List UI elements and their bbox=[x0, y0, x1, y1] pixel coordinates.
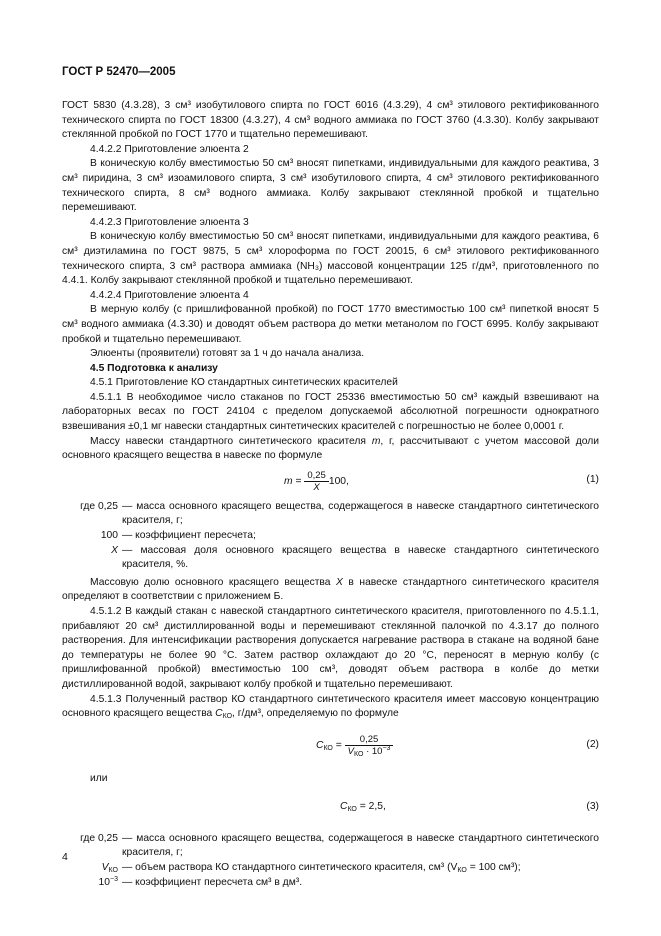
definition-item: 100 — коэффициент пересчета; bbox=[100, 530, 256, 542]
section-heading: 4.5 Подготовка к анализу bbox=[90, 362, 218, 374]
formula-3: $C_{КО} = 2,5$, (3) bbox=[340, 800, 599, 813]
definition-item: где 0,25 — масса основного красящего вещества, содержащегося в навеске стандартного синтетического красителя, г; bbox=[80, 500, 599, 527]
formula-1: m = $\frac{0,25}{X}$ 100, (1) bbox=[284, 469, 599, 493]
section-heading: 4.4.2.4 Приготовление элюента 4 bbox=[90, 289, 249, 301]
paragraph: 4.5.1.2 В каждый стакан с навеской стандартного синтетического красителя, приготовленного по 4.5.1.1, прибавляют 20 см³ дистиллированной воды и перемешивают стеклянной палочкой по 4.3.17 до полного растворения. Для интенсификации растворения допускается нагревание раствора в стакане на водяной бане до температуры не более 90 °С. Затем раствор охлаждают до 20 °С, переносят в мерную колбу (с пришлифованной пробкой) вместимостью 100 см³, доводят объем раствора в колбе до метки дистиллированной водой, закрывают колбу пробкой и тщательно перемешивают. bbox=[62, 606, 599, 690]
formula-number: (1) bbox=[586, 473, 599, 485]
formula-number: (3) bbox=[586, 800, 599, 812]
section-heading: 4.4.2.2 Приготовление элюента 2 bbox=[90, 143, 249, 155]
definitions-list bbox=[62, 500, 599, 573]
document-body bbox=[62, 99, 599, 890]
paragraph: В мерную колбу (с пришлифованной пробкой) по ГОСТ 1770 вместимостью 100 см³ пипеткой вносят 5 см³ водного аммиака (4.3.30) и доводят объем раствора до метки метанолом по ГОСТ 6995. Колбу закрывают пробкой и тщательно перемешивают. bbox=[62, 304, 599, 345]
definitions-list bbox=[62, 832, 599, 890]
fraction: $\frac{0,25}{V_{КО} \cdot 10^{-3}}$ bbox=[345, 734, 394, 757]
definition-item: $V_{КО}$ — объем раствора КО стандартного синтетического красителя, см³ ($V_{КО} = 100$ см³); bbox=[101, 861, 521, 874]
paragraph: Элюенты (проявители) готовят за 1 ч до начала анализа. bbox=[90, 348, 365, 360]
section-heading: 4.4.2.3 Приготовление элюента 3 bbox=[90, 216, 249, 228]
paragraph: В коническую колбу вместимостью 50 см³ вносят пипетками, индивидуальными для каждого реактива, 3 см³ пиридина, 3 см³ изоамилового спирта, 3 см³ изобутилового спирта, 4 см³ этилового ректификованного технического спирта, 8 см³ водного аммиака. Колбу закрывают стеклянной пробкой и тщательно перемешивают. bbox=[62, 158, 599, 214]
conjunction: или bbox=[90, 772, 108, 784]
definition-item: X — массовая доля основного красящего вещества в навеске стандартного синтетического красителя, %. bbox=[111, 544, 599, 571]
paragraph: Массу навески стандартного синтетического красителя m, г, рассчитывают с учетом массовой доли основного красящего вещества в навеске по формуле bbox=[62, 435, 600, 462]
paragraph: В коническую колбу вместимостью 50 см³ вносят пипетками, индивидуальными для каждого реактива, 6 см³ диэтиламина по ГОСТ 9875, 5 см³ хлороформа по ГОСТ 20015, 6 см³ этилового ректификованного технического спирта, 3 см³ раствора аммиака (NH₃) массовой концентрации 125 г/дм³, приготовленного по 4.4.1. Колбу закрывают стеклянной пробкой и тщательно перемешивают. bbox=[62, 231, 599, 287]
formula-number: (2) bbox=[586, 738, 599, 750]
paragraph: 4.5.1.1 В необходимое число стаканов по ГОСТ 25336 вместимостью 50 см³ каждый взвешивают на лабораторных весах по ГОСТ 24104 с пределом допускаемой абсолютной погрешности однократного взвешивания ±0,1 мг навески стандартных синтетических красителей с погрешностью не более 0,0001 г. bbox=[62, 391, 599, 433]
paragraph: ГОСТ 5830 (4.3.28), 3 см³ изобутилового спирта по ГОСТ 6016 (4.3.29), 4 см³ этилового ректификованного технического спирта по ГОСТ 18300 (4.3.27), 4 см³ водного аммиака по ГОСТ 3760 (4.3.30). Колбу закрывают стеклянной пробкой по ГОСТ 1770 и тщательно перемешивают. bbox=[62, 100, 599, 141]
paragraph: Массовую долю основного красящего вещества X в навеске стандартного синтетического красителя определяют в соответствии с приложением Б. bbox=[62, 576, 600, 603]
formula-2: $C_{КО}$ = $\frac{0,25}{V_{КО} \cdot 10^{-3}}$ (2) bbox=[316, 733, 599, 758]
fraction: $\frac{0,25}{X}$ bbox=[304, 470, 329, 493]
section-heading: 4.5.1 Приготовление КО стандартных синтетических красителей bbox=[90, 377, 398, 389]
definition-item: где 0,25 — масса основного красящего вещества, содержащегося в навеске стандартного синтетического красителя, г; bbox=[80, 832, 599, 859]
paragraph: 4.5.1.3 Полученный раствор КО стандартного синтетического красителя имеет массовую концентрацию основного красящего вещества $C_{КО}$, г/дм³, определяемую по формуле bbox=[62, 693, 599, 721]
document-header: ГОСТ Р 52470—2005 bbox=[62, 66, 176, 78]
definition-item: $10^{-3}$ — коэффициент пересчета см³ в дм³. bbox=[98, 875, 303, 888]
page-number: 4 bbox=[62, 851, 68, 863]
